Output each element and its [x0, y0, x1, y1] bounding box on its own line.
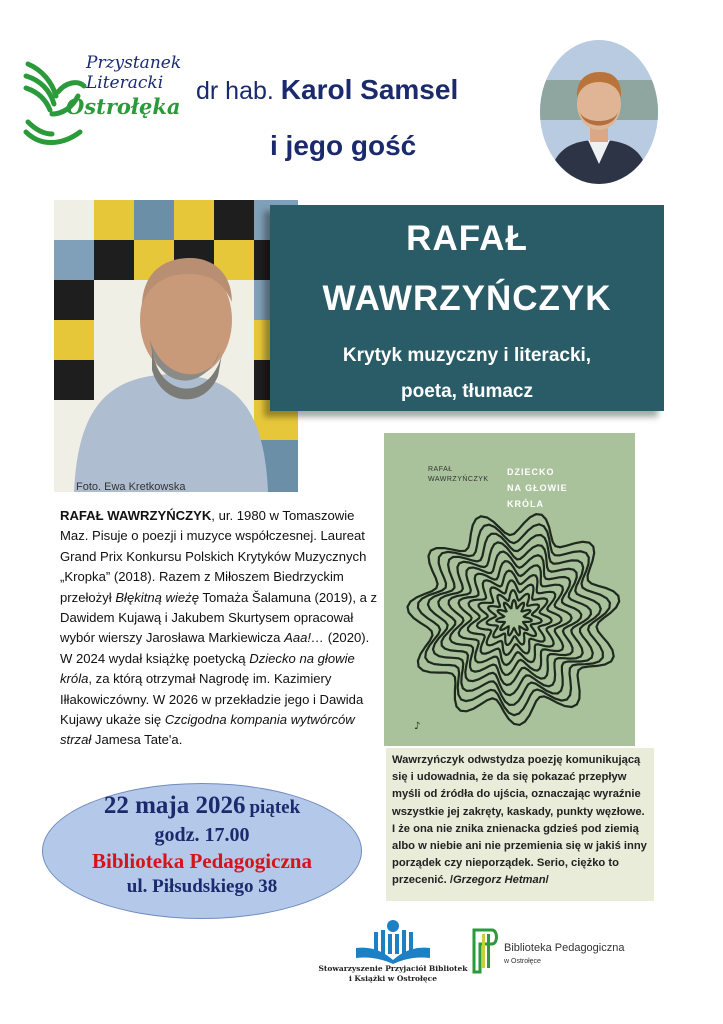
book-cover — [384, 433, 635, 746]
host-prefix: dr hab. — [196, 77, 274, 105]
guest-photo — [54, 200, 298, 492]
book-author-line1: RAFAŁ — [428, 466, 453, 473]
biblioteka-pedagogiczna-logo — [470, 926, 630, 976]
host-photo — [540, 40, 658, 184]
bio-text-4: , za którą otrzymał Nagrodę im. Kazimiery Iłłakowiczówny. W 2026 w przekładzie jego i Dawida Kujawy ukaże się — [60, 671, 364, 728]
bio-title-4: Czcigodna kompania wytwórców strzał — [60, 712, 355, 748]
svg-text:♪: ♪ — [414, 721, 421, 732]
bio-name: RAFAŁ WAWRZYŃCZYK — [60, 508, 212, 523]
book-title-line1: DZIECKO — [507, 467, 555, 477]
bp-city: w Ostrołęce — [504, 958, 541, 965]
event-date-line — [43, 792, 361, 820]
bio-text-1: , ur. 1980 w Tomaszowie Maz. Pisuje o poezji i muzyce współczesnej. Laureat Grand Prix Konkursu Polskich Krytyków Muzycznych „Kropka” (2018). Razem z Miłoszem Biedrzyckim przełożył — [60, 508, 367, 605]
stowarzyszenie-logo — [318, 918, 468, 988]
guest-first-name: RAFAŁ — [406, 219, 528, 258]
przystanek-literacki-logo — [22, 52, 192, 152]
guest-label: i jego gość — [270, 130, 417, 161]
open-book-icon — [318, 918, 468, 964]
stowarzyszenie-name-line1: Stowarzyszenie Przyjaciół Bibliotek — [318, 964, 468, 973]
stowarzyszenie-name-line2: i Książki w Ostrołęce — [348, 974, 438, 983]
guest-role-line1: Krytyk muzyczny i literacki, — [342, 345, 592, 366]
event-time: godz. 17.00 — [154, 824, 250, 846]
bio-title-1: Błękitną wieżę — [115, 589, 200, 605]
bio-title-3: Dziecko na głowie króla — [60, 650, 355, 687]
bio-text-2: Tomaża Šalamuna (2019), a z Dawidem Kujawą i Jakubem Skurtysem opracował wybór wierszy Jarosława Markiewicza — [60, 589, 378, 646]
quote-author: Grzegorz Hetman — [452, 874, 546, 887]
event-address: ul. Piłsudskiego 38 — [126, 876, 278, 897]
guest-bio — [60, 506, 378, 751]
review-quote — [386, 748, 654, 901]
bp-mark-icon — [470, 926, 500, 976]
event-info — [42, 783, 362, 919]
book-cover-pattern — [384, 433, 635, 746]
host-name: Karol Samsel — [280, 74, 459, 105]
bio-title-2: Aaa!… — [284, 630, 325, 646]
guest-role-line2: poeta, tłumacz — [401, 381, 533, 402]
event-venue: Biblioteka Pedagogiczna — [92, 849, 312, 873]
quote-text: Wawrzyńczyk odwstydza poezję komunikującą się i udowadnia, że da się pokazać przepływ myśli od źródła do ujścia, oznaczając wyraźnie wszystkie jej zakręty, kaskady, punkty węzłowe. I że ona nie znika znienacka gdzieś pod ziemią albo w niebie ani nie przemienia się w jakiś inny porządek czy nieporządek. Serio, ciężko to przecenić. / — [392, 754, 647, 887]
host-line — [196, 74, 458, 106]
photo-credit: Foto. Ewa Kretkowska — [76, 481, 186, 493]
book-title-line3: KRÓLA — [507, 499, 544, 509]
logo-text-line3: Ostrołęka — [66, 94, 181, 119]
event-weekday: piątek — [249, 797, 301, 818]
event-date: 22 maja 2026 — [103, 792, 246, 819]
bio-text-5: Jamesa Tate'a. — [91, 732, 183, 748]
quote-suffix: / — [545, 874, 549, 887]
bio-text-3: (2020). W 2024 wydał książkę poetycką — [60, 630, 370, 666]
book-author-line2: WAWRZYŃCZYK — [428, 476, 489, 483]
book-title-line2: NA GŁOWIE — [507, 483, 568, 493]
logo-text-line2: Literacki — [86, 73, 164, 93]
guest-name-box — [270, 205, 664, 411]
guest-last-name: WAWRZYŃCZYK — [322, 279, 612, 318]
bp-name: Biblioteka Pedagogiczna — [504, 942, 625, 954]
logo-text-line1: Przystanek — [86, 53, 182, 73]
